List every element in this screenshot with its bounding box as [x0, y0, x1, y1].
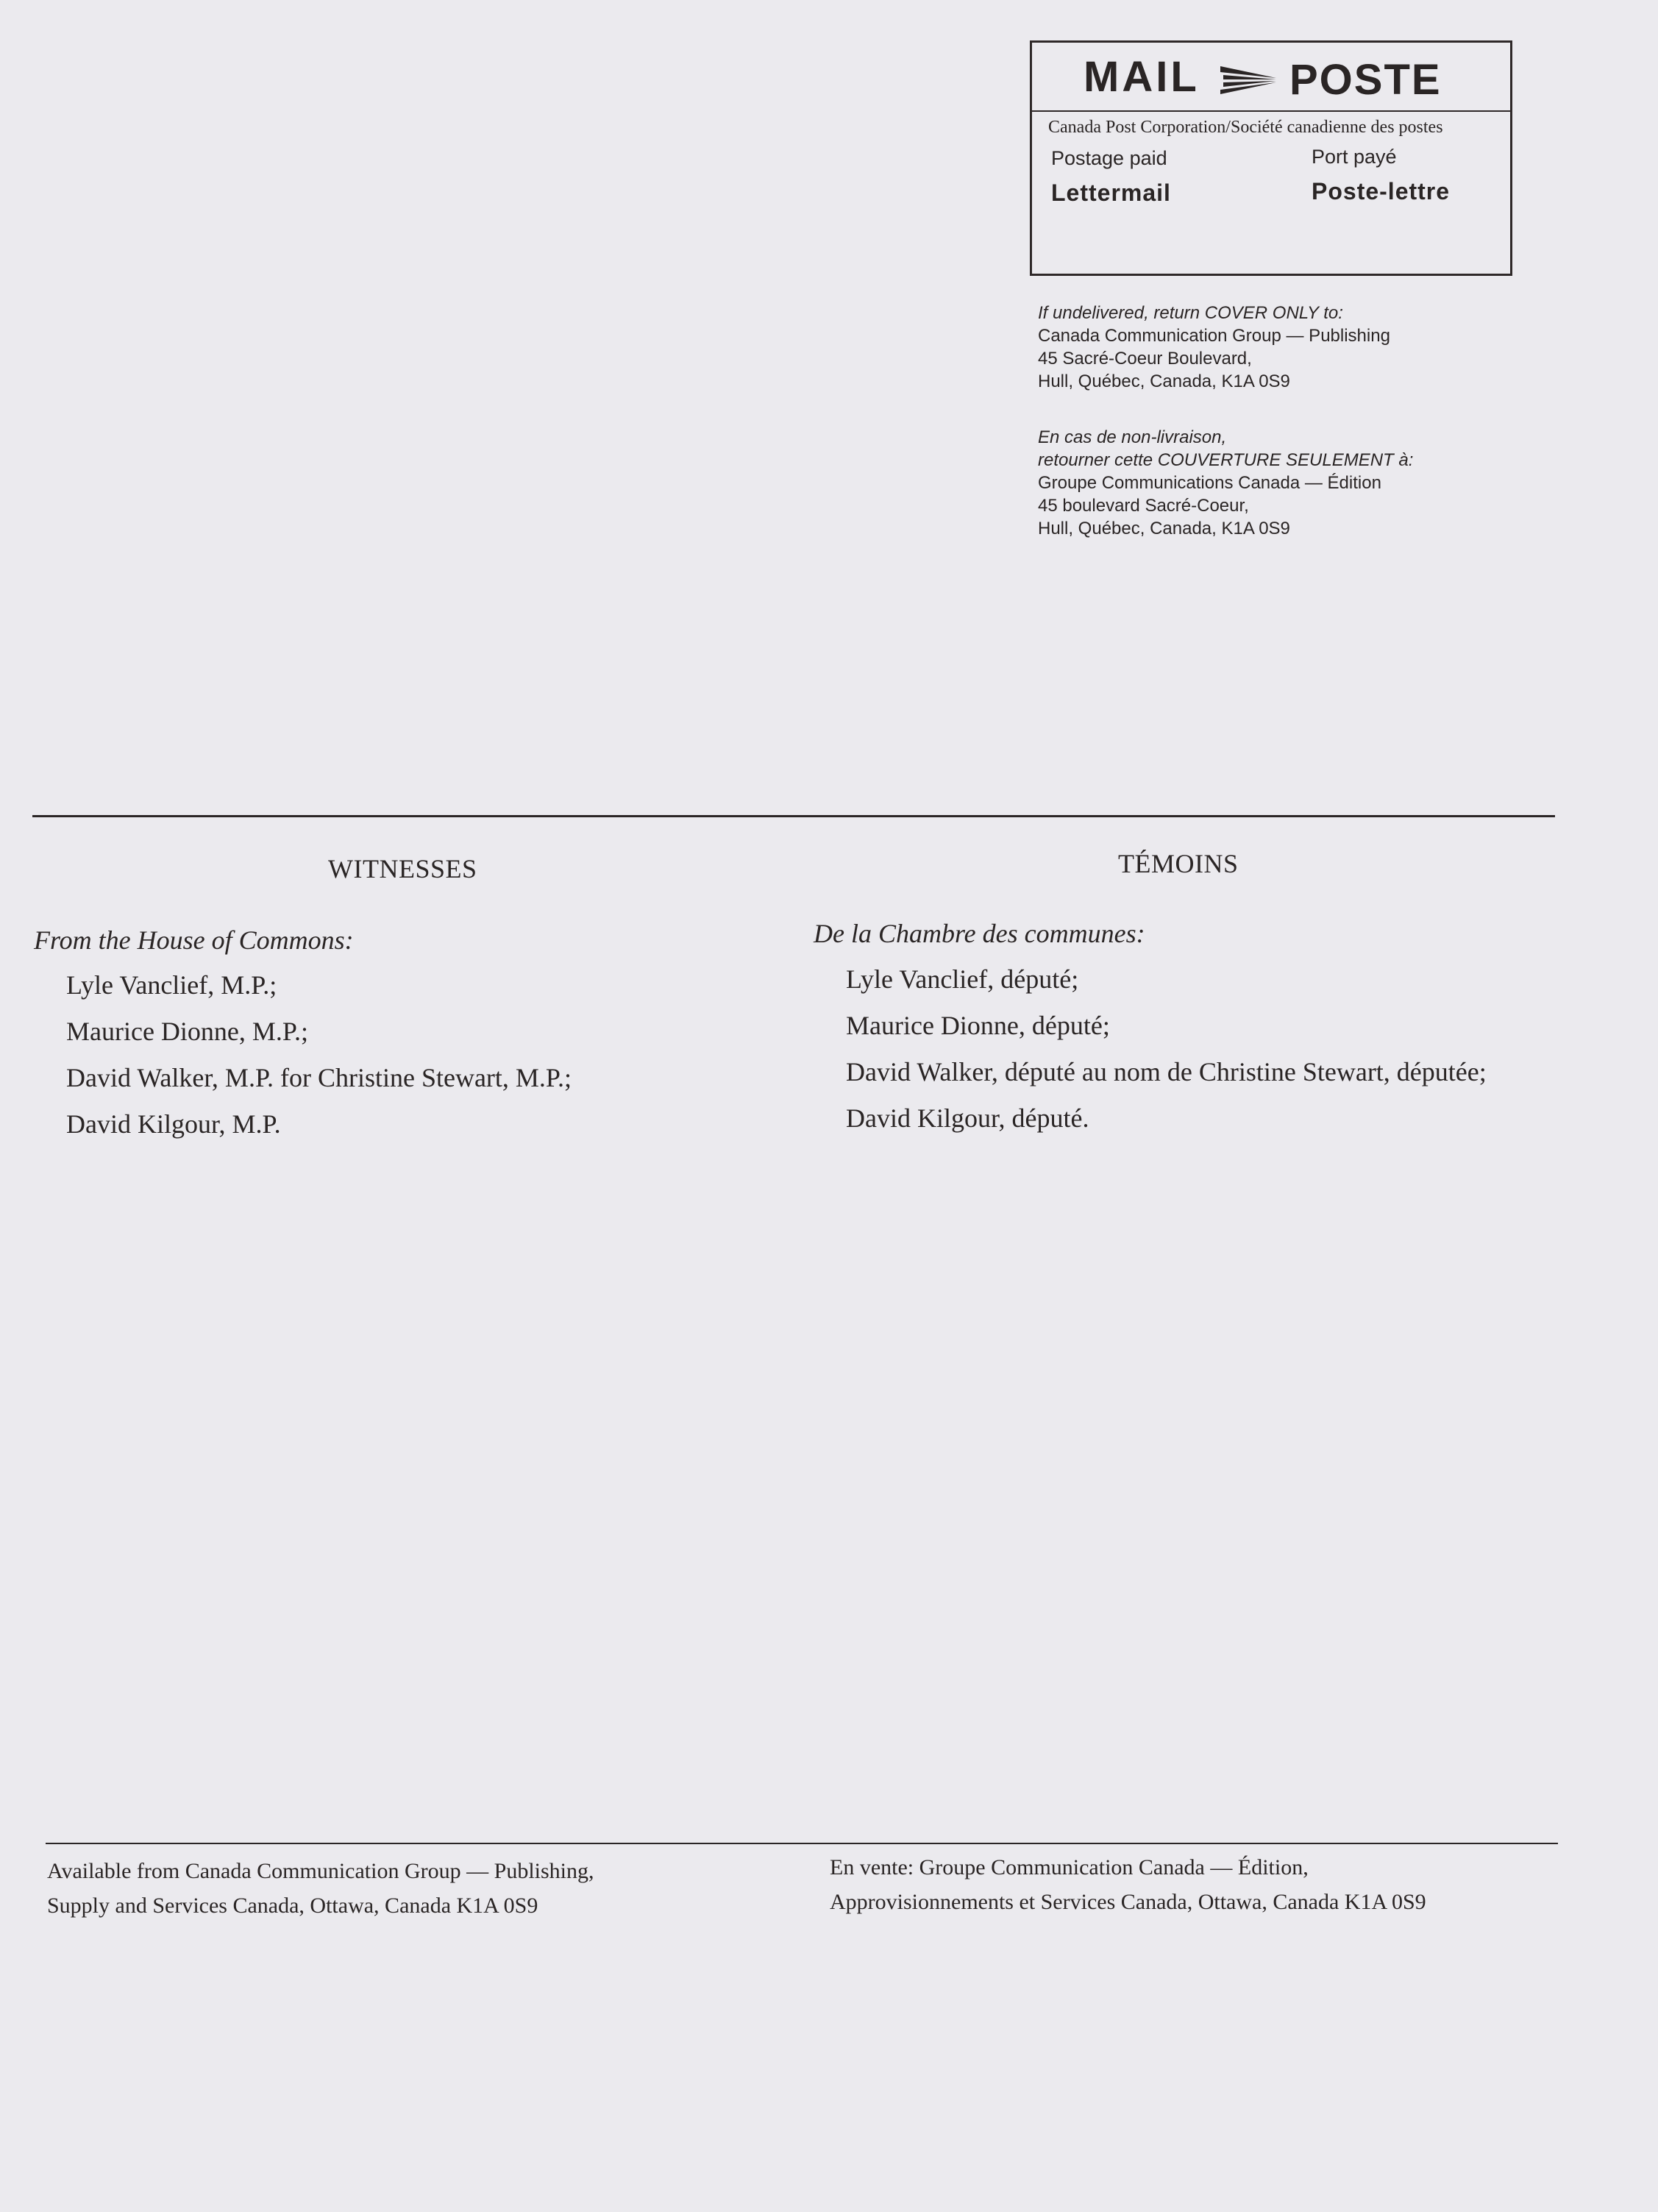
return-street-en: 45 Sacré-Coeur Boulevard,	[1038, 349, 1252, 369]
witness-en-1: Lyle Vanclief, M.P.;	[66, 970, 277, 1000]
return-address-french	[1038, 426, 1413, 540]
return-instruction-fr-2: retourner cette COUVERTURE SEULEMENT à:	[1038, 450, 1414, 470]
return-city-en: Hull, Québec, Canada, K1A 0S9	[1038, 371, 1290, 391]
postage-indicia-header	[1032, 43, 1510, 112]
port-paye-label: Port payé	[1312, 146, 1397, 168]
mail-word: MAIL	[1084, 53, 1200, 101]
return-address-english	[1038, 302, 1390, 393]
witnesses-top-rule	[32, 815, 1555, 817]
return-org-fr: Groupe Communications Canada — Édition	[1038, 473, 1381, 493]
footer-en-line1: Available from Canada Communication Group — Publishing,	[47, 1859, 594, 1883]
return-street-fr: 45 boulevard Sacré-Coeur,	[1038, 496, 1249, 516]
footer-en-line2: Supply and Services Canada, Ottawa, Canada K1A 0S9	[47, 1893, 538, 1918]
postage-paid-label: Postage paid	[1051, 147, 1167, 169]
footer-french	[830, 1850, 1426, 1919]
poste-word: POSTE	[1289, 56, 1442, 104]
canada-post-logo-icon	[1217, 62, 1279, 97]
temoins-heading: TÉMOINS	[1118, 849, 1239, 878]
witnesses-subheading-en: From the House of Commons:	[34, 925, 354, 955]
return-instruction-fr-1: En cas de non-livraison,	[1038, 427, 1227, 447]
witnesses-heading: WITNESSES	[328, 854, 477, 883]
witness-fr-3: David Walker, député au nom de Christine Stewart, députée;	[846, 1057, 1487, 1087]
poste-lettre-label: Poste-lettre	[1312, 178, 1451, 205]
corporation-line: Canada Post Corporation/Société canadienne des postes	[1048, 118, 1443, 137]
postage-indicia-box	[1030, 40, 1512, 276]
return-city-fr: Hull, Québec, Canada, K1A 0S9	[1038, 519, 1290, 538]
return-instruction-en: If undelivered, return COVER ONLY to:	[1038, 303, 1343, 323]
witness-fr-2: Maurice Dionne, député;	[846, 1011, 1110, 1040]
witness-en-3: David Walker, M.P. for Christine Stewart, M.P.;	[66, 1063, 572, 1092]
witness-fr-1: Lyle Vanclief, député;	[846, 964, 1079, 994]
witnesses-subheading-fr: De la Chambre des communes:	[814, 919, 1145, 948]
witness-en-2: Maurice Dionne, M.P.;	[66, 1017, 308, 1046]
witness-en-4: David Kilgour, M.P.	[66, 1109, 281, 1139]
witness-fr-4: David Kilgour, député.	[846, 1103, 1089, 1133]
footer-rule	[46, 1843, 1558, 1844]
lettermail-label: Lettermail	[1051, 179, 1171, 206]
footer-english	[47, 1854, 594, 1923]
footer-fr-line2: Approvisionnements et Services Canada, Ottawa, Canada K1A 0S9	[830, 1890, 1426, 1914]
return-org-en: Canada Communication Group — Publishing	[1038, 326, 1390, 346]
footer-fr-line1: En vente: Groupe Communication Canada — Édition,	[830, 1855, 1309, 1880]
